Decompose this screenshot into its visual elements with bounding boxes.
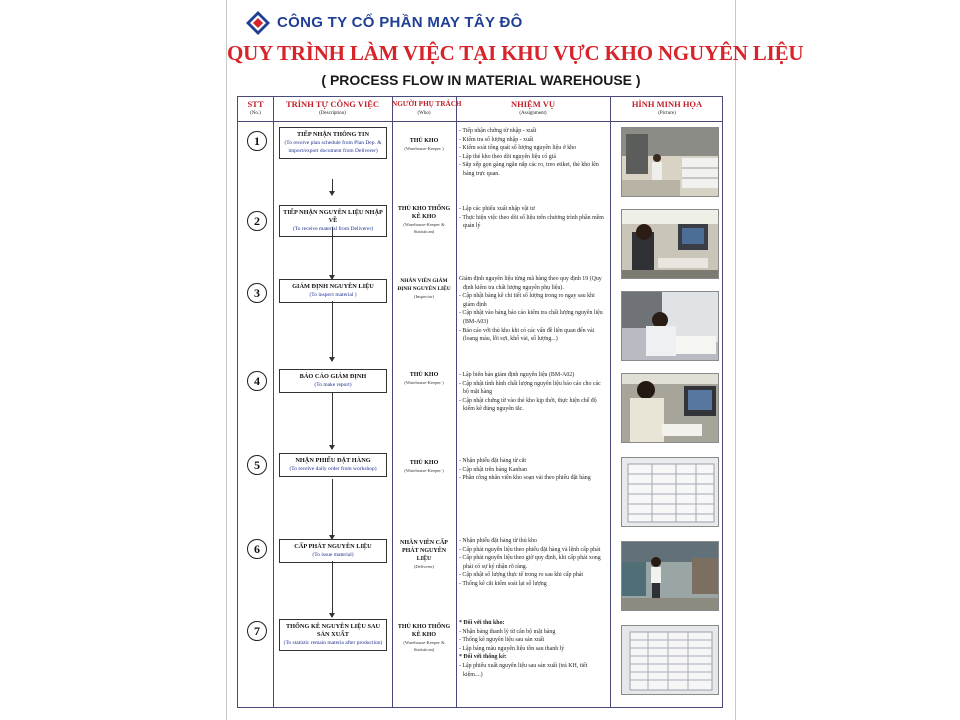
step-number: 7 [247, 621, 267, 641]
assignment-list: - Nhận phiếu đặt hàng từ cắt - Cập nhật trên bảng Kanban - Phân công nhân viên kho soạn vải theo phiếu đặt hàng [459, 458, 591, 482]
process-table [237, 96, 723, 708]
assignment-list: - Lập các phiếu xuất nhập vật tư - Thực hiện việc theo dõi số liệu trên chương trình phần mềm quản lý [459, 206, 604, 230]
page-title: QUY TRÌNH LÀM VIỆC TẠI KHU VỰC KHO NGUYÊN LIỆU [227, 41, 804, 65]
column-header-picture: HÌNH MINH HỌA (Picture) [631, 99, 703, 116]
step-box: TIẾP NHẬN THÔNG TIN (To receive plan schedule from Plan Dep. & import/export document from Deliverer) [279, 127, 387, 159]
step-number: 3 [247, 283, 267, 303]
flow-arrow [332, 393, 333, 449]
responsible-person: NHÂN VIÊN CẤP PHÁT NGUYÊN LIỆU (Deliverer) [400, 540, 448, 569]
flow-arrow [332, 479, 333, 539]
flow-arrow [332, 561, 333, 617]
column-header-who: NGƯỜI PHỤ TRÁCH (Who) [392, 100, 462, 116]
column-divider [456, 97, 457, 707]
column-header-assignment: NHIỆM VỤ (Assignment) [511, 99, 555, 116]
computer-desk-photo [621, 209, 719, 279]
column-divider [610, 97, 611, 707]
responsible-person: THỦ KHO THỐNG KÊ KHO (Warehouse-Keeper & Statistican) [397, 206, 451, 234]
flow-arrow [332, 301, 333, 361]
company-logo-icon [245, 10, 271, 36]
step-box: CẤP PHÁT NGUYÊN LIỆU (To issue material) [279, 539, 387, 563]
assignment-list: Giám định nguyên liệu từng mã hàng theo quy định 19 (Quy định kiểm tra chất lượng nguyên phụ liệu). - Cập nhật bảng kê chi tiết số lượng trong ro ngay sau khi giám định - Cập nhật vào bảng báo cáo kiểm tra chất lượng nguyên liệu (BM-A03) - Báo cáo với thủ kho khi có các vấn đề liên quan đến vải (loang màu, lỗi sợi, khổ vải, số lượng...) [459, 276, 603, 343]
step-box: NHẬN PHIẾU ĐẶT HÀNG (To receive daily order from workshop) [279, 453, 387, 477]
step-number: 5 [247, 455, 267, 475]
warehouse-shelves-photo [621, 127, 719, 197]
column-divider [273, 97, 274, 707]
fabric-inspection-photo [621, 291, 719, 361]
statistic-sheet-photo [621, 625, 719, 695]
responsible-person: THỦ KHO (Warehouse-Keeper ) [404, 460, 444, 473]
page-subtitle: ( PROCESS FLOW IN MATERIAL WAREHOUSE ) [321, 72, 641, 88]
assignment-list: - Nhận phiếu đặt hàng từ thủ kho - Cấp phát nguyên liệu theo phiếu đặt hàng và lệnh cấp phát - Cấp phát nguyên liệu theo giờ quy định, khi cấp phát xong phải có sự ký nhận rõ ràng. - Cập nhật số lượng thực tế trong ro sau khi cấp phát - Thống kê cắt kiểm soát lại số lượng [459, 538, 601, 587]
column-header-description: TRÌNH TỰ CÔNG VIỆC (Description) [285, 99, 380, 116]
responsible-person: THỦ KHO THỐNG KÊ KHO (Warehouse-Keeper & Statistican) [397, 624, 451, 652]
column-divider [392, 97, 393, 707]
responsible-person: NHÂN VIÊN GIÁM ĐỊNH NGUYÊN LIỆU (Inspector) [397, 278, 451, 299]
step-box: THỐNG KÊ NGUYÊN LIỆU SAU SẢN XUẤT (To statistic remain materia after production) [279, 619, 387, 651]
assignment-list: - Tiếp nhận chứng từ nhập - xuất - Kiểm tra số lượng nhập - xuất - Kiểm soát tổng quát số lượng nguyên liệu ở kho - Lập thẻ kho theo dõi nguyên liệu có giá - Sắp xếp gọn gàng ngăn nắp các ro, treo etiket, thẻ kho lên bảng trực quan. [459, 128, 599, 177]
step-number: 2 [247, 211, 267, 231]
step-box: GIÁM ĐỊNH NGUYÊN LIỆU (To inspect material ) [279, 279, 387, 303]
assignment-list: - Lập biên bản giám định nguyên liệu (BM-A02) - Cập nhật tình hình chất lượng nguyên liệu báo cáo cho các bộ mặt hàng - Cập nhật chứng từ vào thẻ kho kịp thời, thực hiện chế độ kiểm kê đúng nguyên tắc. [459, 372, 601, 413]
flow-arrow [332, 227, 333, 279]
step-number: 1 [247, 131, 267, 151]
material-issue-photo [621, 541, 719, 611]
step-number: 4 [247, 371, 267, 391]
column-header-no: STT (No.) [247, 99, 264, 116]
poster [226, 0, 804, 720]
assignment-list: * Đối với thủ kho: - Nhận bảng thanh lý từ cân bộ mặt hàng - Thống kê nguyên liệu sau sản xuất - Lập bảng màu nguyên liệu tồn sau thanh lý * Đối với thống kê: - Lập phiếu xuất nguyên liệu sau sản xuất (trả KH, tiết kiệm....) [459, 620, 588, 678]
order-form-photo [621, 457, 719, 527]
flow-arrow [332, 179, 333, 195]
step-number: 6 [247, 539, 267, 559]
step-box: TIẾP NHẬN NGUYÊN LIỆU NHẬP VỀ (To receive material from Deliverer) [279, 205, 387, 237]
responsible-person: THỦ KHO (Warehouse-Keeper ) [404, 372, 444, 385]
company-name: CÔNG TY CỔ PHẦN MAY TÂY ĐÔ [277, 14, 523, 31]
step-box: BÁO CÁO GIÁM ĐỊNH (To make report) [279, 369, 387, 393]
report-computer-photo [621, 373, 719, 443]
responsible-person: THỦ KHO (Warehouse-Keeper ) [404, 138, 444, 151]
header-divider [238, 121, 722, 122]
